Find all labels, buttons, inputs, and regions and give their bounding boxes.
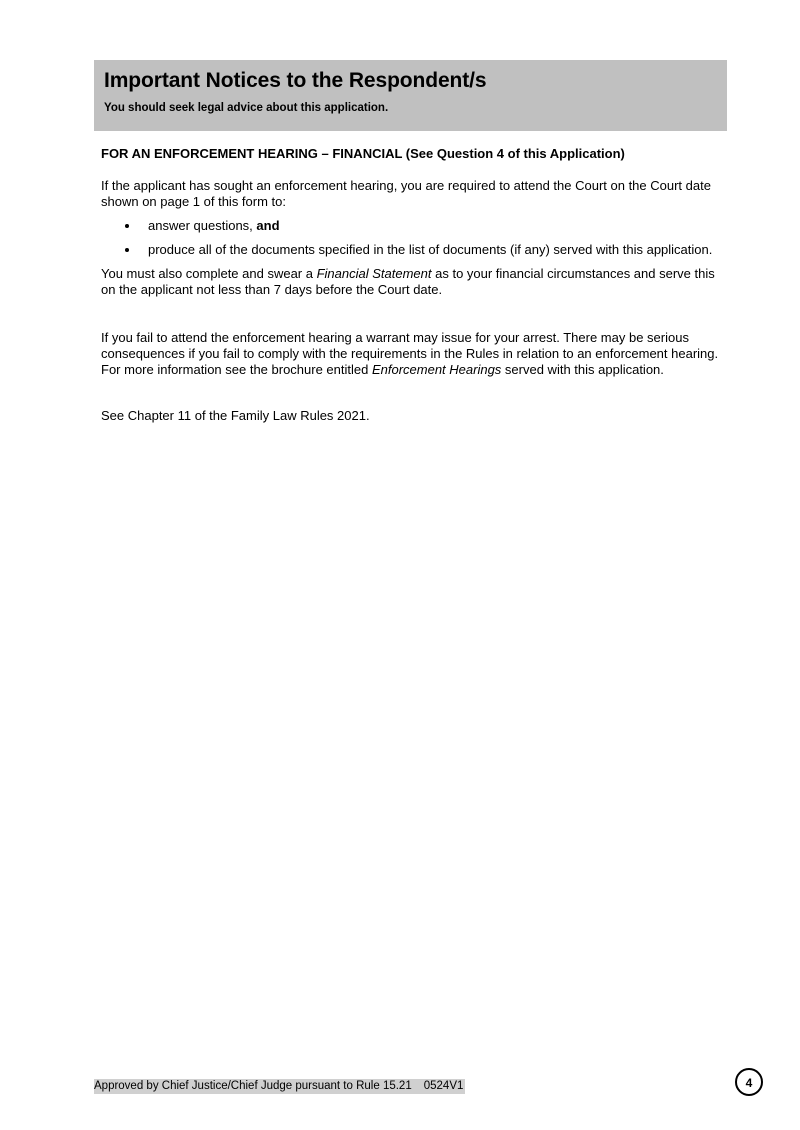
list-item-text: answer questions, <box>148 218 257 233</box>
financial-statement-text: You must also complete and swear a <box>101 266 317 281</box>
section-heading: FOR AN ENFORCEMENT HEARING – FINANCIAL (See Question 4 of this Application) <box>101 146 625 161</box>
warning-text: If you fail to attend the enforcement hearing a warrant may issue for your arrest. There may be serious consequences if you fail to comply with the requirements in the Rules in relation to an enforcement hearing. For more information see the brochure entitled <box>101 330 719 377</box>
notice-header <box>94 60 727 131</box>
bullet-icon <box>125 224 129 228</box>
financial-statement-text-end: as to your financial circumstances and serve this on the applicant not less than 7 days before the Court date. <box>101 266 715 297</box>
bullet-icon <box>125 248 129 252</box>
list-item <box>101 242 721 258</box>
page-title: Important Notices to the Respondent/s <box>104 69 487 92</box>
list-item <box>101 218 721 234</box>
approval-text: Approved by Chief Justice/Chief Judge pursuant to Rule 15.21 <box>94 1080 412 1092</box>
brochure-title: Enforcement Hearings <box>371 362 502 377</box>
page-subtitle: You should seek legal advice about this application. <box>104 102 389 114</box>
financial-statement-term: Financial Statement <box>316 266 432 281</box>
intro-paragraph: If the applicant has sought an enforcement hearing, you are required to attend the Court on the Court date shown on page 1 of this form to: <box>101 178 711 209</box>
page-number-badge: 4 <box>735 1068 763 1096</box>
list-item-text: produce all of the documents specified in the list of documents (if any) served with this application. <box>148 242 713 257</box>
rules-reference: See Chapter 11 of the Family Law Rules 2021. <box>101 408 370 423</box>
form-code: 0524V1 <box>423 1080 464 1092</box>
approval-footer <box>94 1079 465 1094</box>
requirements-list <box>101 218 721 258</box>
warning-paragraph <box>101 330 721 378</box>
notice-content <box>101 146 721 424</box>
warning-text-end: served with this application. <box>501 362 664 377</box>
list-item-bold: and <box>256 218 280 233</box>
financial-statement-paragraph <box>101 266 721 298</box>
